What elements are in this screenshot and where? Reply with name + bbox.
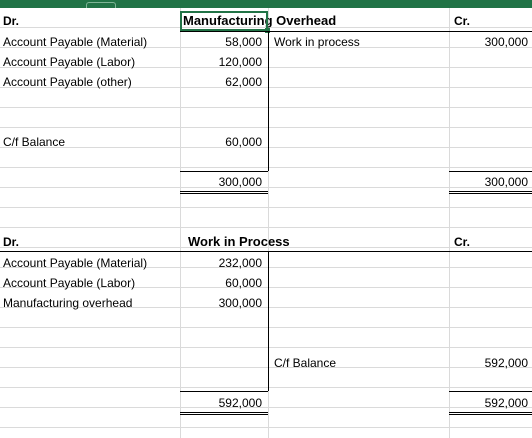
ledger2-title[interactable]: Work in Process — [188, 234, 290, 249]
ledger1-debit-amount[interactable]: 62,000 — [225, 75, 262, 89]
ledger1-balance-amount[interactable]: 60,000 — [225, 135, 262, 149]
ledger2-t-center-line — [268, 251, 269, 391]
ledger2-debit-amount[interactable]: 60,000 — [225, 276, 262, 290]
active-cell-selection[interactable] — [180, 11, 268, 31]
ledger2-balance-label[interactable]: C/f Balance — [274, 356, 337, 370]
ledger1-credit-amount[interactable]: 300,000 — [484, 35, 528, 49]
ledger2-total-credit[interactable]: 592,000 — [484, 396, 528, 410]
ledger1-title[interactable]: Manufacturing Overhead — [183, 13, 337, 28]
ledger2-dr-label[interactable]: Dr. — [3, 235, 20, 249]
ledger2-debit-label[interactable]: Account Payable (Material) — [3, 256, 148, 270]
ledger2-debit-double-underline — [180, 412, 268, 415]
ledger1-debit-label[interactable]: Account Payable (Labor) — [3, 55, 136, 69]
grid-row — [0, 328, 532, 348]
ledger2-debit-total-line — [180, 391, 268, 392]
ledger2-debit-amount[interactable]: 232,000 — [218, 256, 262, 270]
ledger2-credit-total-line — [449, 391, 532, 392]
ledger1-credit-label[interactable]: Work in process — [274, 35, 360, 49]
ledger2-credit-double-underline — [449, 412, 532, 415]
ledger2-cr-label[interactable]: Cr. — [454, 235, 471, 249]
ledger1-dr-label[interactable]: Dr. — [3, 14, 20, 28]
ledger1-total-credit[interactable]: 300,000 — [484, 175, 528, 189]
ledger1-balance-label[interactable]: C/f Balance — [3, 135, 66, 149]
ledger2-t-top-line — [0, 251, 532, 252]
ledger1-debit-label[interactable]: Account Payable (Material) — [3, 35, 148, 49]
ledger2-debit-label[interactable]: Manufacturing overhead — [3, 296, 133, 310]
ledger1-debit-amount[interactable]: 120,000 — [218, 55, 262, 69]
ledger1-t-center-line — [268, 31, 269, 171]
ledger1-debit-amount[interactable]: 58,000 — [225, 35, 262, 49]
ledger1-debit-double-underline — [180, 191, 268, 194]
grid-row — [0, 208, 532, 228]
ledger1-credit-double-underline — [449, 191, 532, 194]
ledger1-total-debit[interactable]: 300,000 — [218, 175, 262, 189]
ledger2-debit-amount[interactable]: 300,000 — [218, 296, 262, 310]
ribbon-edge — [0, 0, 532, 8]
column-gridline — [449, 8, 450, 438]
ledger1-cr-label[interactable]: Cr. — [454, 14, 471, 28]
ledger2-debit-label[interactable]: Account Payable (Labor) — [3, 276, 136, 290]
ledger2-total-debit[interactable]: 592,000 — [218, 396, 262, 410]
ledger2-balance-amount[interactable]: 592,000 — [484, 356, 528, 370]
grid-row — [0, 108, 532, 128]
ledger1-debit-label[interactable]: Account Payable (other) — [3, 75, 132, 89]
